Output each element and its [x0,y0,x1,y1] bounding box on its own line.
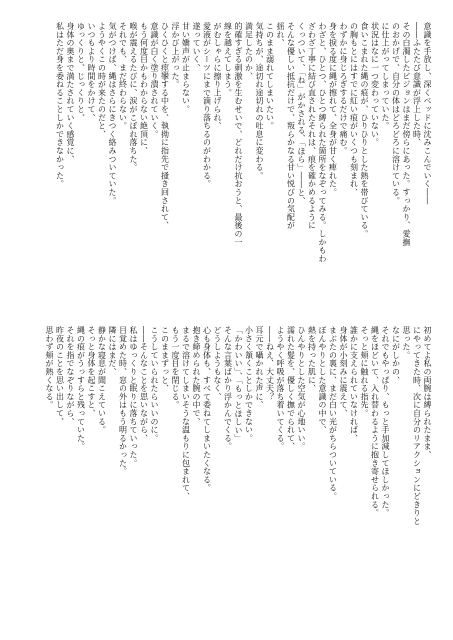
text-column: ひくひくと痙攣する中を、執拗に指先で掻き回されて、 [160,22,170,230]
text-column: のおかげで、自分の体はどろどろに溶けている。 [391,22,401,205]
text-column: 縄の痕がうっすらと残っていた。 [76,326,86,451]
text-column: 身体が小刻みに震えて、 [339,326,348,418]
text-column: ――そんなことを思いながら、 [139,326,149,443]
text-column: 誰かに支えられていなければ、 [349,326,359,443]
text-column: ひんやりとした空気が心地いい。 [297,326,306,451]
text-column: 「かわいい」、「もっとほしい」 [234,326,243,443]
tier-gap [22,314,432,315]
text-column: 思った。 [402,326,411,360]
text-column: 揺れ、 [276,22,285,47]
text-column: 遂っていく、 [192,22,201,72]
text-column: 愛液がシーツにまで滴り落ちるのがわかる。 [202,22,212,188]
text-column: まぶたの裏に、まだ白い光がちらついている。 [328,326,338,501]
text-column: このまま溺れてしまいたい。 [265,22,275,130]
text-column: わざと、ひとつ、ひとつ縛られた箇所をなぞってみる。しかもわ [318,22,327,263]
text-column: にやってきた時、次に自分のリアクションにどきりと [412,326,422,526]
text-column: どうしようもなく、 [213,326,222,401]
text-column: 状況はなに一つ変わっていない。 [370,22,380,147]
bottom-text-block [22,326,432,614]
text-column: まるで溶けてしまいそうな温もりに包まれて、 [181,326,191,501]
text-column: 意識を手放し、深くベッドに沈みこんでいく―― [423,22,432,205]
text-column: くっついて、「ね」がかされる、「ほら」――と、 [297,22,306,205]
text-column: 喉が震えるたびに、涙がこぼれ落ちた。 [129,22,138,172]
text-column: それでもやっぱり、もっと手加減してほしかった。 [381,326,390,517]
text-column: このままずっと、 [160,326,170,393]
text-column: 隣にはまだ、 [108,326,117,376]
text-column: 浮かび上がった。 [171,22,180,89]
text-column: もう一度目を閉じる。 [171,326,180,409]
text-column: 私はただ身を委ねることしかできなかった。 [55,22,65,188]
text-column: 心も身体も、すべて委ねてしまいたくなる。 [202,326,212,492]
text-column: ようやく呼吸が落ち着いてくる。 [276,326,285,451]
text-column: その白濁したビジョンはまだ傍らにあった。すっかり、愛撫 [402,22,411,247]
text-column: ざわざ丁寧に結び直されたそれは、痕を確かめるように [307,22,317,230]
text-column: こうしていられたらいいのに。 [150,326,159,443]
text-column: 食いこまれた縄の痕が、ひりひりとした熱を帯びている。 [360,22,369,238]
text-column: それでも、まだ終わらない。 [118,22,128,130]
text-column: 濡れた髪を、優しく撫でられて、 [286,326,296,451]
text-column: そっと頬に触れる指先。 [360,326,369,418]
text-column: 抱き締められた腕の中で、 [192,326,201,426]
text-column: 意識が白く塗り潰されていく。 [150,22,159,139]
text-column: ゆっくりと、じっくりと、 [76,22,86,122]
text-column: ――ふたたび意識が浮上した時、 [412,22,422,147]
text-column: 満足したのか、 [244,22,254,81]
text-column: がむしゃらに擦り上げられ、 [213,22,222,130]
text-column: 昨夜のことを思い出して、 [55,326,65,426]
text-column: もう何度目かもわからない絶頂に、 [139,22,149,155]
text-column: 思わず頬が熱くなる。 [45,326,54,409]
text-column: の胸もとにはすでに紅い痕がいくつも刻まれ、 [349,22,359,197]
text-column: ぼんやりとした意識の中で、 [318,326,327,434]
text-column: 線を越えてしまう。 [223,22,233,97]
text-column: ようやくこの時が来たのだと、 [97,22,107,139]
text-column: 耳元で囁かれた声に、 [255,326,264,409]
text-column: そんな優しい抵抗だけで、叛らかなる甘い悦びの気配が [286,22,296,230]
text-column: 甘い嬌声が止まらない。 [181,22,191,114]
text-column: 小さく頷くことしかできない。 [244,326,254,443]
text-column: そっと身体を起こすと、 [87,326,96,418]
text-column: 静かな寝息が聞こえている。 [97,326,107,434]
text-column: ――ねえ、大丈夫？ [265,326,275,401]
text-column: それを指でなぞりながら、 [66,326,75,426]
text-column: いつもより時間をかけて、 [87,22,96,122]
text-column: 気持ちが、途切れ途切れの吐息に変わる。 [255,22,264,180]
text-column: 熱を持った肌に、 [307,326,317,393]
text-column: 気がつけば、縄はさらにきつく絡みついていた。 [108,22,117,205]
text-column: 的確すぎる刺激を生むせいで、どれだけ抗おうと、最後の一 [234,22,243,247]
text-column: に仕上がってしまっていた。 [381,22,390,130]
text-column: 縄をほどいて、入れ替わるように抱き寄せられる。 [370,326,380,517]
text-column: そんな言葉ばかり浮かんでくる。 [223,326,233,451]
top-text-block [22,22,432,304]
text-column: 初めてよ私の両腕は縛られたまま、 [423,326,432,459]
text-column: 身を捩る度に縄が擦れて、全身が甘く痺れた。 [328,22,338,197]
text-column: 目覚めた時、窓の外はもう明るかった。 [118,326,128,476]
text-column: 私はゆっくりと眠りに落ちていった。 [129,326,138,468]
text-column: わずかに身じろぎするだけで痛む。 [339,22,348,155]
text-column: 身体の奥まで満たされていく感覚に、 [66,22,75,164]
text-column: なにがしかの、 [391,326,401,385]
